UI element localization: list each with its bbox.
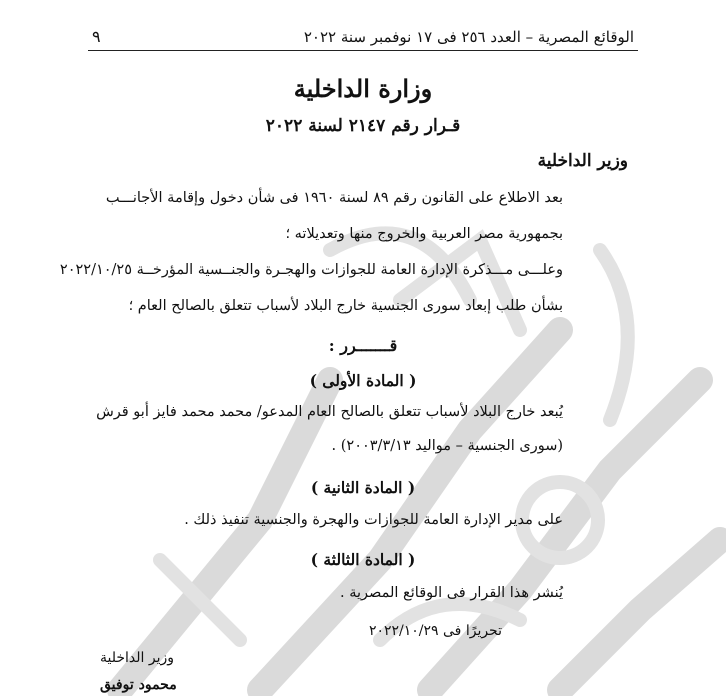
article-1-heading: ( المادة الأولى ) <box>309 371 417 390</box>
decision-title: قـرار رقم ٢١٤٧ لسنة ٢٠٢٢ <box>265 116 461 136</box>
issuer-heading: وزير الداخلية <box>537 151 628 171</box>
decides-heading: قـــــــرر : <box>328 336 398 355</box>
article-2-line-1: على مدير الإدارة العامة للجوازات والهجرة والجنسية تنفيذ ذلك . <box>184 512 563 528</box>
preamble-line-1: بعد الاطلاع على القانون رقم ٨٩ لسنة ١٩٦٠ فى شأن دخول وإقامة الأجانـــب <box>105 190 563 206</box>
article-2-heading: ( المادة الثانية ) <box>310 478 416 497</box>
signature-title: وزير الداخلية <box>100 650 175 666</box>
article-1-line-1: يُبعد خارج البلاد لأسباب تتعلق بالصالح العام المدعو/ محمد محمد فايز أبو قرش <box>96 404 563 420</box>
signature-name: محمود توفيق <box>100 677 177 693</box>
issued-date: تحريرًا فى ٢٠٢٢/١٠/٢٩ <box>368 623 502 639</box>
page-number: ٩ <box>92 27 101 46</box>
preamble-line-2: بجمهورية مصر العربية والخروج منها وتعديلاته ؛ <box>285 226 563 242</box>
preamble-line-3: وعلـــى مـــذكرة الإدارة العامة للجوازات والهجـرة والجنــسية المؤرخــة ٢٠٢٢/١٠/٢٥ <box>59 262 563 278</box>
running-header: الوقائع المصرية – العدد ٢٥٦ فى ١٧ نوفمبر سنة ٢٠٢٢ <box>303 28 634 46</box>
article-1-line-2: (سورى الجنسية – مواليد ٢٠٠٣/٣/١٣) . <box>331 438 563 454</box>
ministry-title: وزارة الداخلية <box>293 74 433 103</box>
preamble-line-4: بشأن طلب إبعاد سورى الجنسية خارج البلاد لأسباب تتعلق بالصالح العام ؛ <box>128 298 563 314</box>
article-3-line-1: يُنشر هذا القرار فى الوقائع المصرية . <box>340 585 563 601</box>
header-rule <box>88 50 638 51</box>
article-3-heading: ( المادة الثالثة ) <box>310 550 416 569</box>
